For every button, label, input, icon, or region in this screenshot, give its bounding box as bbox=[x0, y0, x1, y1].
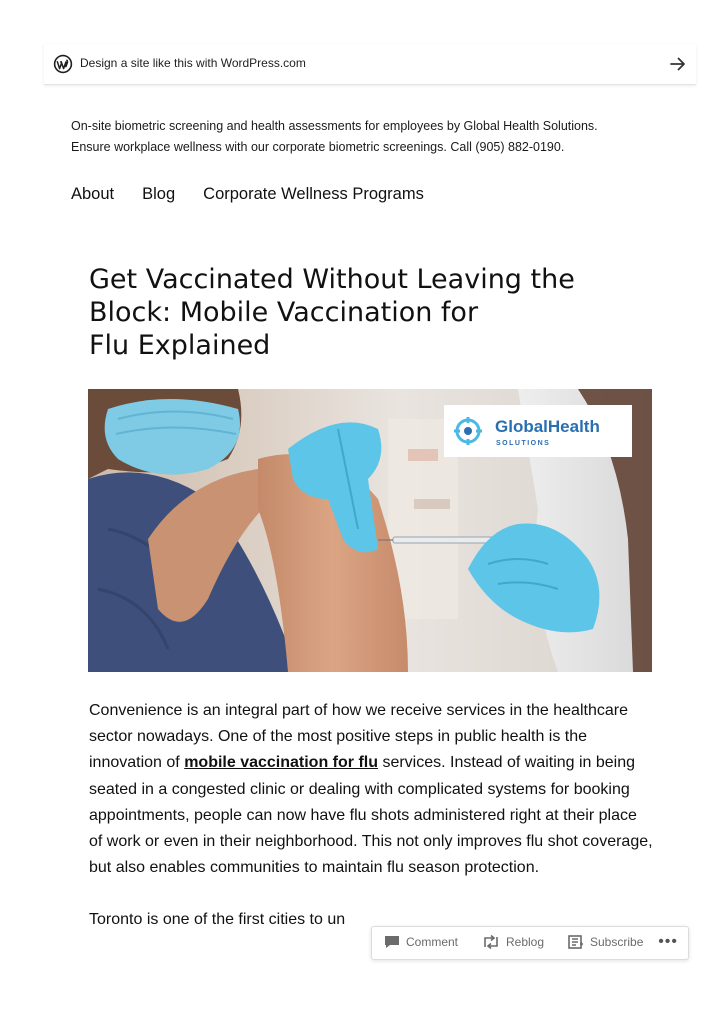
nav-item-about[interactable]: About bbox=[71, 185, 115, 203]
post-paragraph: Toronto is one of the first cities to un bbox=[89, 911, 346, 929]
reblog-button[interactable] bbox=[482, 935, 544, 949]
post-title bbox=[89, 263, 649, 362]
main-navigation bbox=[71, 185, 424, 204]
site-description-line: Ensure workplace wellness with our corporate biometric screenings. Call (905) 882-0190. bbox=[71, 140, 565, 154]
wordpress-logo-icon bbox=[53, 54, 73, 74]
comment-icon bbox=[384, 935, 400, 949]
action-bar bbox=[371, 926, 689, 960]
paragraph-text: services. Instead of waiting in being seated in a congested clinic or dealing with complicated systems for booking appointments, people can now have flu shots administered right at their place of work or even in their neighborhood. This not only improves flu shot coverage, but also enables communities to maintain flu season protection. bbox=[89, 754, 653, 877]
post-title-line: Get Vaccinated Without Leaving the bbox=[89, 264, 575, 295]
reblog-icon bbox=[482, 935, 500, 949]
nav-item-blog[interactable]: Blog bbox=[142, 185, 176, 203]
arrow-right-icon[interactable] bbox=[668, 54, 688, 74]
comment-label: Comment bbox=[406, 935, 459, 949]
comment-button[interactable] bbox=[384, 935, 458, 949]
featured-image bbox=[88, 389, 652, 672]
post-title-line: Block: Mobile Vaccination for bbox=[89, 297, 479, 328]
post-title-line: Flu Explained bbox=[89, 330, 271, 361]
subscribe-button[interactable] bbox=[568, 935, 643, 949]
post-paragraph bbox=[89, 698, 654, 881]
wordpress-banner[interactable] bbox=[44, 44, 696, 85]
paragraph-text: Convenience is an integral part of how we receive services in the healthcare sector nowadays. One of the most positive steps in public health is the innovation of bbox=[89, 702, 628, 772]
reblog-label: Reblog bbox=[506, 935, 545, 949]
subscribe-label: Subscribe bbox=[590, 935, 644, 949]
wordpress-banner-link[interactable]: Design a site like this with WordPress.com bbox=[80, 56, 306, 70]
post-content bbox=[89, 698, 654, 934]
site-description bbox=[71, 116, 671, 158]
image-logo-text: GlobalHealth bbox=[495, 417, 600, 436]
nav-item-corporate-wellness-programs[interactable]: Corporate Wellness Programs bbox=[203, 185, 424, 203]
mobile-vaccination-link[interactable]: mobile vaccination for flu bbox=[184, 754, 378, 772]
subscribe-icon bbox=[568, 935, 584, 949]
site-description-line: On-site biometric screening and health assessments for employees by Global Health Solutions. bbox=[71, 119, 598, 133]
image-logo-subtext: SOLUTIONS bbox=[496, 440, 551, 447]
more-options-button[interactable]: ••• bbox=[658, 933, 678, 950]
